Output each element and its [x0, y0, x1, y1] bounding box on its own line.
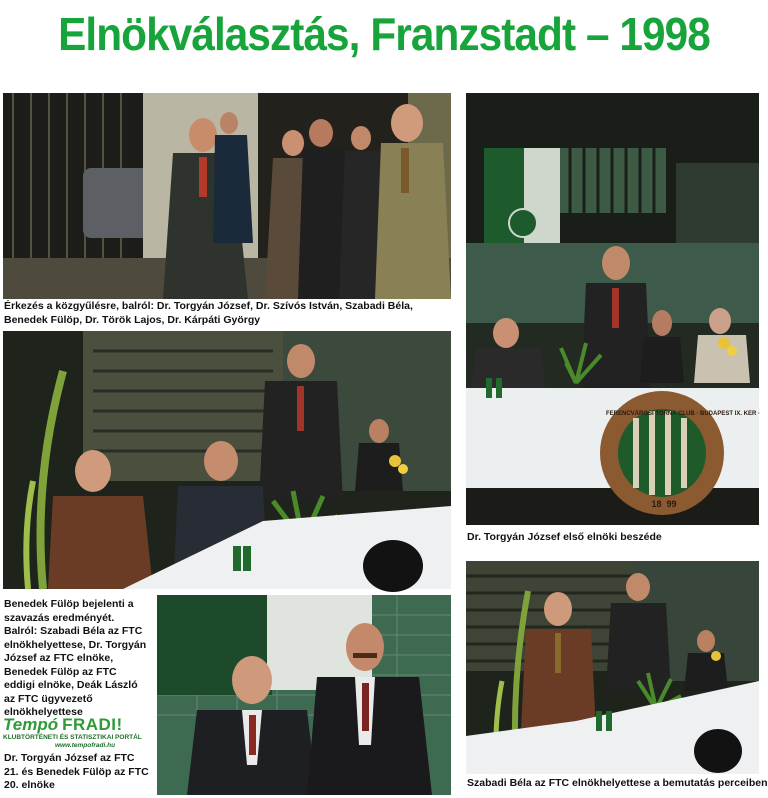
logo-fradi-text: FRADI!: [62, 715, 123, 734]
caption-results: Benedek Fülöp bejelenti a szavazás eredményét. Balról: Szabadi Béla az FTC elnökhelyettese, Dr. Torgyán József az FTC elnöke, Benedek Fülöp az FTC eddigi elnöke, Deák László az FTC ügyvezető elnökhelyettese: [4, 598, 147, 718]
ftc-emblem-years: 18 99: [651, 499, 677, 509]
caption-arrival: Érkezés a közgyűlésre, balról: Dr. Torgyán József, Dr. Szívós István, Szabadi Béla, Benedek Fülöp, Dr. Török Lajos, Dr. Kárpáti György: [4, 300, 413, 326]
logo-subtitle: KLUBTÖRTÉNETI ÉS STATISZTIKAI PORTÁL: [3, 734, 142, 741]
ftc-emblem-text: FERENCVÁROSI TORNA CLUB · BUDAPEST IX. KER ·: [606, 411, 761, 417]
photo-vice-president: [466, 561, 759, 774]
page-title: Elnökválasztás, Franzstadt – 1998: [58, 8, 710, 60]
photo-presidents: [157, 595, 451, 795]
photo-arrival: [3, 93, 451, 299]
caption-first-speech: Dr. Torgyán József első elnöki beszéde: [467, 531, 662, 543]
photo-results: [3, 331, 451, 589]
logo-url: www.tempofradi.hu: [55, 742, 116, 749]
tempo-fradi-logo: [3, 716, 153, 748]
caption-vice-president: Szabadi Béla az FTC elnökhelyettese a bemutatás perceiben: [467, 777, 768, 789]
caption-presidents: Dr. Torgyán József az FTC 21. és Benedek Fülöp az FTC 20. elnöke: [4, 752, 149, 791]
logo-tempo-text: Tempó: [3, 715, 59, 734]
photo-first-speech: [466, 93, 759, 525]
